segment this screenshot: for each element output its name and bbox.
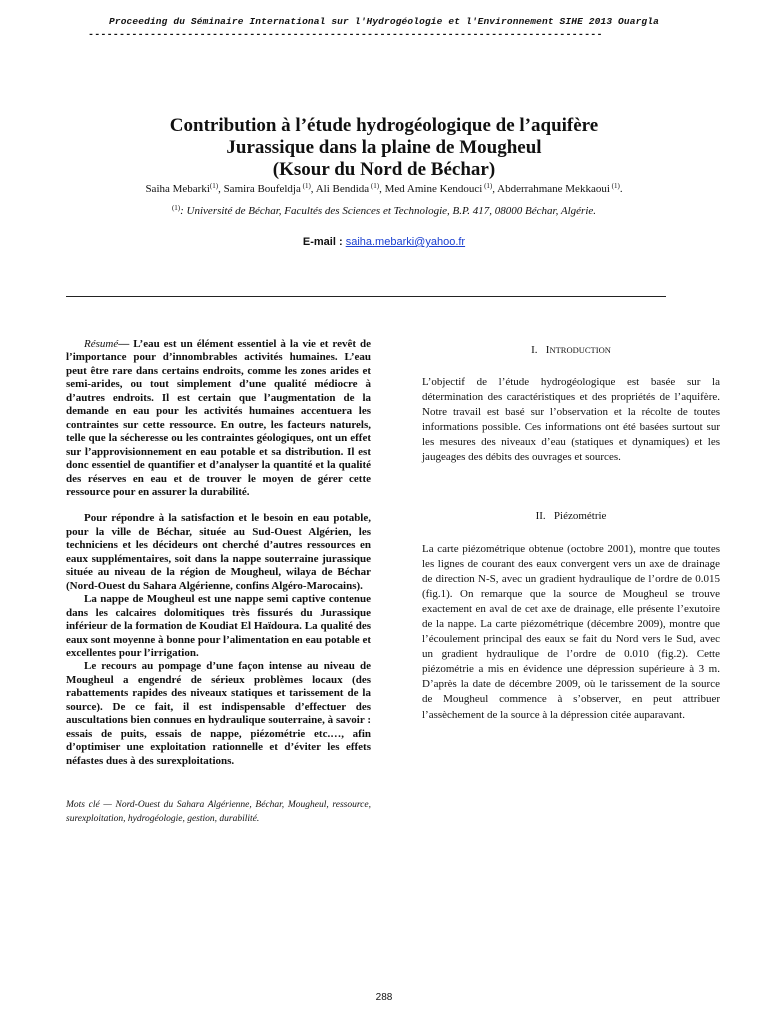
header-separator: ----------------------------------------------------------------------------------- xyxy=(88,30,603,41)
section-number: I. xyxy=(531,344,538,356)
affiliation xyxy=(0,205,768,217)
section-title: Piézométrie xyxy=(553,510,607,522)
paper-title-line-1: Contribution à l’étude hydrogéologique de l’aquifère xyxy=(169,115,599,136)
abstract-label: Résumé xyxy=(84,338,119,350)
author-separator: , xyxy=(218,183,224,195)
keywords-dash: — xyxy=(99,800,116,810)
keywords xyxy=(66,799,371,827)
page-number: 288 xyxy=(375,992,393,1003)
keywords-text: Nord-Ouest du Sahara Algérienne, Béchar, Mougheul, ressource, surexploitation, hydrogéologie, gestion, durabilité. xyxy=(66,800,371,824)
abstract-paragraph xyxy=(66,338,371,499)
section-heading-introduction xyxy=(422,344,720,356)
author-list xyxy=(0,183,768,195)
affiliation-mark: (1) xyxy=(171,204,181,212)
abstract-dash: — xyxy=(118,338,134,350)
author-affiliation-mark: (1) xyxy=(609,182,620,190)
author-separator: , xyxy=(492,183,498,195)
author-name: Ali Bendida xyxy=(315,183,370,195)
running-header: Proceeding du Séminaire International sur l'Hydrogéologie et l'Environnement SIHE 2013 Ouargla xyxy=(109,16,659,27)
section-paragraph-introduction: L’objectif de l’étude hydrogéologique est basée sur la détermination des caractéristiques et des propriétés de l’aquifère. Notre travail est basé sur l’observation et la récolte de toutes informations possible. Ces informations ont été basées surtout sur les mesures des niveaux d’eau (statiques et dynamiques) et les jaugeages des débits des ouvrages et sources. xyxy=(422,376,720,463)
section-heading-piezometrie xyxy=(422,510,720,522)
email-label: E-mail : xyxy=(302,236,346,248)
title-divider xyxy=(66,296,666,297)
section-title-rest: NTRODUCTION xyxy=(549,345,611,355)
author-affiliation-mark: (1) xyxy=(482,182,493,190)
abstract xyxy=(66,338,371,768)
author-name: Samira Boufeldja xyxy=(223,183,301,195)
keywords-label: Mots clé xyxy=(66,800,100,810)
abstract-text: L’eau est un élément essentiel à la vie et revêt de l’importance pour d’innombrables activités humaines. L’eau peut être rare dans certains endroits, comme les zones arides et semi-arides, ou tout simplement d’une qualité médiocre à d’autres endroits. Il est certain que l’augmentation de la demande en eau pour les activités humaines accentuera les contraintes sur cette ressource. En outre, les facteurs naturels, telle que la sécheresse ou les contraintes géologiques, ont un effet sur l’approvisionnement en eau potable et sa distribution. Il est donc essentiel de quantifier et d’analyser la quantité et la qualité des réserves en eau et de trouver le moyen de gérer cette ressource pour en assurer la durabilité. xyxy=(66,338,371,498)
author-separator: . xyxy=(619,183,623,195)
paper-title-line-3: (Ksour du Nord de Béchar) xyxy=(272,159,496,180)
affiliation-text: : Université de Béchar, Facultés des Sciences et Technologie, B.P. 417, 08000 Béchar, Algérie. xyxy=(180,205,597,217)
author-name: Saiha Mebarki xyxy=(145,183,210,195)
paper-title-line-2: Jurassique dans la plaine de Mougheul xyxy=(226,137,542,158)
abstract-paragraph: Le recours au pompage d’une façon intense au niveau de Mougheul a engendré de sérieux problèmes locaux (des rabattements rapides des niveaux statiques et tarissement de la source). De ce fait, il est indispensable d’effectuer des auscultations bien connues en hydraulique souterraine, à savoir : essais de puits, essais de nappe, piézométrie etc.…, afin d’optimiser une exploitation rationnelle et d’éviter les effets néfastes dues à des surexploitations. xyxy=(66,660,371,767)
author-separator: , xyxy=(310,183,316,195)
author-affiliation-mark: (1) xyxy=(209,182,219,190)
email-link[interactable]: saiha.mebarki@yahoo.fr xyxy=(345,236,466,248)
section-number: II. xyxy=(535,510,546,522)
author-affiliation-mark: (1) xyxy=(369,182,380,190)
author-name: Abderrahmane Mekkaoui xyxy=(497,183,610,195)
author-separator: , xyxy=(379,183,385,195)
section-paragraph-piezometrie: La carte piézométrique obtenue (octobre 2001), montre que toutes les lignes de courant des eaux convergent vers un axe de drainage de direction N-S, avec un gradient hydraulique de l’ordre de 0.015 (fig.1). On remarque que la source de Mougheul se trouve exactement en aval de cet axe de drainage, elle présente l’exutoire de la nappe. La carte piézométrique (décembre 2009), montre que l’écoulement principal des eaux se fait du Nord vers le Sud, avec un gradient hydraulique de l’ordre de 0.010 (fig.2). Cette piézométrie a mis en évidence une dépression supérieure à 3 m. D’après la date de décembre 2009, où le tarissement de la source de Mougheul commence à s’observer, en peut attribuer l’assèchement de la source à la dépression citée auparavant. xyxy=(422,543,720,721)
author-name: Med Amine Kendouci xyxy=(384,183,483,195)
section-title-initial: I xyxy=(545,344,550,356)
abstract-paragraph: Pour répondre à la satisfaction et le besoin en eau potable, pour la ville de Béchar, située au Sud-Ouest Algérien, les techniciens et les décideurs ont cherché d’autres ressources en eaux supplémentaires, soit dans la nappe souterraine jurassique située au niveau de la région de Mougheul, wilaya de Béchar (Nord-Ouest du Sahara Algérienne, confins Algéro-Marocains). xyxy=(66,512,371,592)
email-line xyxy=(0,236,768,248)
author-affiliation-mark: (1) xyxy=(300,182,311,190)
abstract-paragraph: La nappe de Mougheul est une nappe semi captive contenue dans les calcaires dolomitiques très fissurés du Jurassique inférieur de la formation de Koudiat El Haïdoura. La qualité des eaux sont moyenne à bonne pour l’alimentation en eau potable et excellentes pour l’irrigation. xyxy=(66,593,371,659)
